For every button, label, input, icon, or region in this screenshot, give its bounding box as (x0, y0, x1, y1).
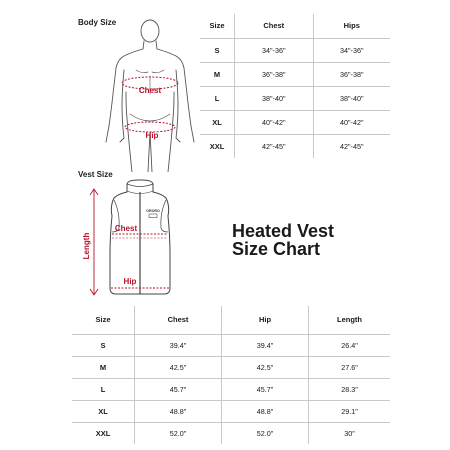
hip-cell: 48.8" (222, 400, 309, 422)
header-hip: Hip (222, 306, 309, 334)
hips-cell: 34"-36" (313, 38, 390, 62)
size-cell: S (200, 38, 235, 62)
vest-size-label: Vest Size (78, 170, 113, 179)
length-cell: 28.3" (309, 378, 391, 400)
body-hip-label: Hip (145, 131, 159, 140)
table-header-row (72, 306, 390, 334)
size-cell: L (72, 378, 135, 400)
length-cell: 27.6" (309, 356, 391, 378)
vest-length-label: Length (82, 232, 91, 260)
title-line-2: Size Chart (232, 239, 321, 259)
table-row (72, 378, 390, 400)
table-row (72, 356, 390, 378)
chest-cell: 39.4" (135, 334, 222, 356)
hips-cell: 38"-40" (313, 86, 390, 110)
size-cell: L (200, 86, 235, 110)
vest-size-table (72, 306, 390, 444)
size-cell: M (200, 62, 235, 86)
chest-cell: 45.7" (135, 378, 222, 400)
size-cell: S (72, 334, 135, 356)
hips-cell: 36"-38" (313, 62, 390, 86)
chest-cell: 40"-42" (235, 110, 314, 134)
vest-chest-label: Chest (114, 224, 138, 233)
body-size-label: Body Size (78, 18, 117, 27)
chest-cell: 42.5" (135, 356, 222, 378)
header-length: Length (309, 306, 391, 334)
chest-cell: 42"-45" (235, 134, 314, 158)
table-row (200, 86, 390, 110)
hip-cell: 42.5" (222, 356, 309, 378)
body-figure-illustration (80, 14, 220, 172)
header-size: Size (200, 14, 235, 38)
size-cell: XXL (200, 134, 235, 158)
length-cell: 26.4" (309, 334, 391, 356)
table-header-row (200, 14, 390, 38)
chest-cell: 48.8" (135, 400, 222, 422)
table-row (72, 422, 390, 444)
chest-cell: 38"-40" (235, 86, 314, 110)
table-row (200, 110, 390, 134)
length-cell: 29.1" (309, 400, 391, 422)
hip-cell: 45.7" (222, 378, 309, 400)
chest-cell: 52.0" (135, 422, 222, 444)
header-chest: Chest (235, 14, 314, 38)
size-cell: XL (72, 400, 135, 422)
header-size: Size (72, 306, 135, 334)
body-chest-label: Chest (138, 86, 162, 95)
size-cell: XL (200, 110, 235, 134)
chest-cell: 34"-36" (235, 38, 314, 62)
hip-cell: 39.4" (222, 334, 309, 356)
size-cell: M (72, 356, 135, 378)
header-chest: Chest (135, 306, 222, 334)
size-cell: XXL (72, 422, 135, 444)
hip-cell: 52.0" (222, 422, 309, 444)
table-row (200, 62, 390, 86)
header-hips: Hips (313, 14, 390, 38)
body-size-table (200, 14, 390, 158)
vest-illustration (80, 176, 200, 304)
vest-logo-text: ORORO (146, 209, 160, 213)
chest-cell: 36"-38" (235, 62, 314, 86)
hips-cell: 42"-45" (340, 141, 364, 151)
length-cell: 30" (344, 428, 355, 438)
table-row (200, 134, 390, 158)
vest-hip-label: Hip (123, 277, 137, 286)
hips-cell: 40"-42" (313, 110, 390, 134)
table-row (72, 400, 390, 422)
title-line-1: Heated Vest (232, 221, 335, 241)
table-row (200, 38, 390, 62)
table-row (72, 334, 390, 356)
